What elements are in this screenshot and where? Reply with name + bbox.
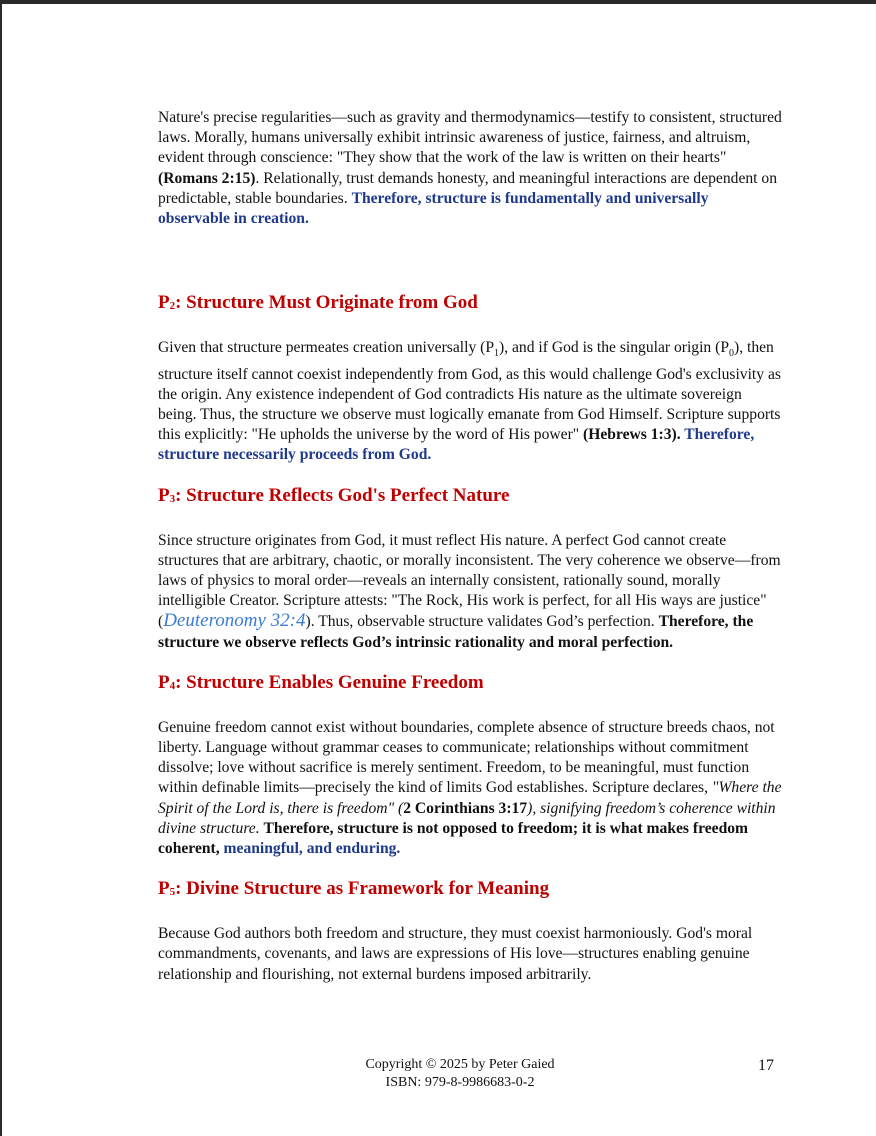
p4-text-2: ), signifying freedom’s coherence within divine structure. bbox=[158, 799, 776, 837]
paragraph-p2 bbox=[158, 338, 783, 465]
paragraph-p4 bbox=[158, 718, 783, 859]
p3-conclusion: Therefore, the structure we observe reflects God’s intrinsic rationality and moral perfection. bbox=[158, 613, 754, 651]
p5-text: Because God authors both freedom and structure, they must coexist harmoniously. God's moral commandments, covenants, and laws are expressions of His love—structures enabling genuine relationship and flourishing, not external burdens imposed arbitrarily. bbox=[158, 925, 753, 983]
p3-text: Since structure originates from God, it must reflect His nature. A perfect God cannot create structures that are arbitrary, chaotic, or morally inconsistent. The very coherence we observe—from laws of physics to moral order—reveals an internally consistent, rationally sound, morally intelligible Creator. Scripture attests: "The Rock, His work is perfect, for all His ways are justice" ( bbox=[158, 531, 781, 631]
p4-conclusion-highlight: meaningful, and enduring. bbox=[223, 839, 401, 857]
copyright-notice: Copyright © 2025 by Peter Gaied bbox=[365, 1057, 555, 1072]
p2-text-2: ), and if God is the singular origin (P bbox=[499, 339, 729, 357]
p1-conclusion: Therefore, structure is fundamentally and universally observable in creation. bbox=[158, 189, 709, 228]
heading-p3-prefix: P bbox=[158, 484, 170, 506]
heading-p5-sub: 5 bbox=[169, 886, 176, 899]
heading-p2-sub: 2 bbox=[169, 300, 176, 313]
p3-text-2: ). Thus, observable structure validates God’s perfection. bbox=[305, 613, 659, 631]
heading-p5-prefix: P bbox=[158, 878, 170, 900]
isbn-notice: ISBN: 979-8-9986683-0-2 bbox=[385, 1075, 535, 1090]
heading-p4-text: : Structure Enables Genuine Freedom bbox=[175, 671, 484, 693]
heading-p4-sub: 4 bbox=[169, 679, 176, 692]
heading-p2 bbox=[158, 291, 783, 318]
p2-scripture-ref: (Hebrews 1:3). bbox=[583, 426, 681, 444]
p4-scripture-ref: 2 Corinthians 3:17 bbox=[403, 799, 528, 817]
heading-p4 bbox=[158, 671, 783, 698]
p1-text: Nature's precise regularities—such as gravity and thermodynamics—testify to consistent, structured laws. Morally, humans universally exhibit intrinsic awareness of justice, fairness, and altruism, evident through conscience: "They show that the work of the law is written on their hearts" bbox=[158, 109, 782, 167]
heading-p3-sub: 3 bbox=[169, 492, 176, 505]
paragraph-p3 bbox=[158, 531, 783, 653]
p3-scripture-ref: Deuteronomy 32:4 bbox=[163, 610, 306, 632]
p2-conclusion: Therefore, structure necessarily proceeds from God. bbox=[158, 426, 755, 464]
left-border bbox=[0, 0, 2, 1136]
page-body bbox=[158, 108, 783, 985]
p4-text: Genuine freedom cannot exist without boundaries, complete absence of structure breeds chaos, not liberty. Language without grammar ceases to communicate; relationships without commitment dissolve; love without sacrifice is merely sentiment. Freedom, to be meaningful, must function within definable limits—precisely the kind of limits God establishes. Scripture declares, bbox=[158, 718, 775, 797]
paragraph-p1 bbox=[158, 108, 783, 229]
page-number: 17 bbox=[758, 1057, 774, 1074]
heading-p2-prefix: P bbox=[158, 292, 170, 314]
p4-conclusion: Therefore, structure is not opposed to freedom; it is what makes freedom coherent, bbox=[158, 819, 749, 857]
p1-scripture-ref: (Romans 2:15) bbox=[158, 169, 256, 187]
p1-text-2: . Relationally, trust demands honesty, and meaningful interactions are dependent on predictable, stable boundaries. bbox=[158, 169, 777, 207]
page-footer bbox=[340, 1056, 580, 1092]
heading-p3-text: : Structure Reflects God's Perfect Nature bbox=[175, 484, 510, 506]
heading-p3 bbox=[158, 484, 783, 511]
p2-sub-0: 0 bbox=[729, 348, 734, 360]
heading-p2-text: : Structure Must Originate from God bbox=[175, 292, 478, 314]
p2-text: Given that structure permeates creation universally (P bbox=[158, 339, 495, 357]
heading-p5 bbox=[158, 877, 783, 904]
p2-text-3: ), then structure itself cannot coexist independently from God, as this would challenge God's exclusivity as the origin. Any existence independent of God contradicts His nature as the ultimate sovereign being. Thus, the structure we observe must logically emanate from God Himself. Scripture supports this explicitly: "He upholds the universe by the word of His power" bbox=[158, 339, 781, 444]
top-border bbox=[0, 0, 876, 4]
paragraph-p5 bbox=[158, 924, 783, 985]
heading-p5-text: : Divine Structure as Framework for Meaning bbox=[175, 878, 550, 900]
p2-sub-1: 1 bbox=[494, 348, 500, 360]
heading-p4-prefix: P bbox=[158, 671, 170, 693]
p4-quote: "Where the Spirit of the Lord is, there is freedom" ( bbox=[158, 779, 782, 817]
